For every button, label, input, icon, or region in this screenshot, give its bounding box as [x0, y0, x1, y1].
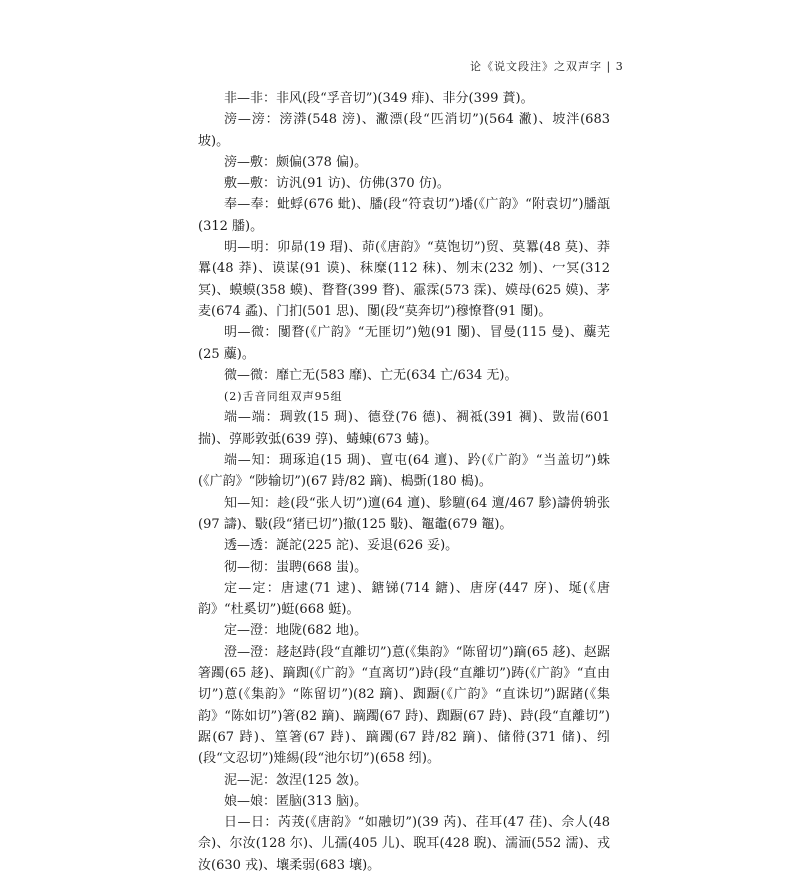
entry-che-che: 彻—彻：蚩聘(668 蚩)。	[224, 559, 368, 575]
entry-duan-duan: 端—端：琱敦(15 琱)、德登(76 德)、裯祗(391 裯)、敳耑(601 揣)、弴彫敦弤(639 弴)、蝳蝀(673 蝳)。	[198, 410, 610, 447]
entry-wei-wei: 微—微：靡亡无(583 靡)、亡无(634 亡/634 无)。	[224, 367, 518, 383]
entry-niang-niang: 娘—娘：匿脑(313 脑)。	[224, 793, 368, 809]
entry-duan-zhi: 端—知：琱琢追(15 琱)、亶屯(64 邅)、趻(《广韵》“当盖切”)蛛(《广韵》“陟输切”)(67 跱/82 蹢)、槝斲(180 槝)。	[198, 453, 610, 490]
entry-zhi-zhi: 知—知：趁(段“张人切”)邅(64 邅)、駗驙(64 邅/467 駗)譸侜辀张(97 譸)、斀(段“猪已切”)撤(125 斀)、鼅鼄(679 鼅)。	[198, 495, 610, 532]
entry-cheng-cheng: 澄—澄：趍赵跱(段“直離切”)蒠(《集韵》“陈留切”)蹢(65 趍)、赵踞箸躅(65 趍)、蹢踟(《广韵》“直离切”)跱(段“直離切”)踌(《广韵》“直由切”)蒠(《集韵》“陈留切”)(82 蹢)、踟蹰(《广韵》“直诛切”)踞踷(《集韵》“陈如切”)箸(82 蹢)、蹢躅(67 跱)、踟蹰(67 跱)、跱(段“直離切”)踞(67 跱)、篁箸(67 跱)、蹢躅(67 跱/82 蹢)、储偫(371 储)、纼(段“文忍切”)雉緆(段“池尔切”)(658 纼)。	[198, 644, 610, 767]
entry-fei: 非—非：非风(段“孚音切”)(349 痱)、非分(399 蕡)。	[224, 91, 534, 106]
running-header: 论《说文段注》之双声字 | 3	[470, 60, 624, 73]
entry-ri-ri: 日—日：芮茙(《唐韵》“如融切”)(39 芮)、荏耳(47 荏)、佘人(48 佘)、尔汝(128 尔)、儿孺(405 儿)、聣耳(428 聣)、濡洏(552 濡)、戎汝(630 戎)、壤柔弱(683 壤)。	[198, 815, 610, 873]
entry-ming-ming: 明—明：卯昴(19 瑁)、茆(《唐韵》“莫饱切”)贸、莫羃(48 莫)、莽羃(48 莽)、谟谋(91 谟)、秣糜(112 秣)、刎末(232 刎)、冖冥(312 冥)、蟆蟆(358 蟆)、瞀瞀(399 瞀)、霢霂(573 霂)、嫫母(625 嫫)、茅麦(674 蟊)、门扪(501 思)、闅(段“莫奔切”)穆憭瞀(91 闅)。	[198, 240, 610, 319]
entry-ni-ni: 泥—泥：敜涅(125 敜)。	[224, 772, 368, 788]
entry-ding-ding: 定—定：唐逮(71 逮)、鎕锑(714 鎕)、唐庌(447 庌)、埏(《唐韵》“杜奚切”)蜓(668 蜓)。	[198, 580, 610, 618]
entry-fu-fu: 敷—敷：访汎(91 访)、仿佛(370 仿)。	[224, 176, 450, 192]
entry-ding-cheng: 定—澄：地陇(682 地)。	[224, 623, 368, 639]
body-text	[198, 88, 610, 876]
entry-tou-tou: 透—透：誕詑(225 詑)、妥退(626 妥)。	[224, 538, 459, 554]
entry-ming-wei: 明—微：闅瞀(《广韵》“无匪切”)勉(91 闅)、冒曼(115 曼)、蘪芜(25 蘪)。	[198, 325, 610, 362]
entry-pang-pang: 滂—滂：滂漭(548 滂)、潎漂(段“匹消切”)(564 潎)、坡泮(683 坡)。	[198, 112, 610, 149]
entry-pang-fu: 滂—敷：颇偏(378 偏)。	[224, 154, 368, 170]
entry-feng-feng: 奉—奉：蚍蜉(676 蚍)、膰(段“符袁切”)墦(《广韵》“附袁切”)膰瓿(312 膰)。	[198, 197, 610, 234]
section-heading: (2)舌音同组双声95组	[224, 390, 343, 404]
